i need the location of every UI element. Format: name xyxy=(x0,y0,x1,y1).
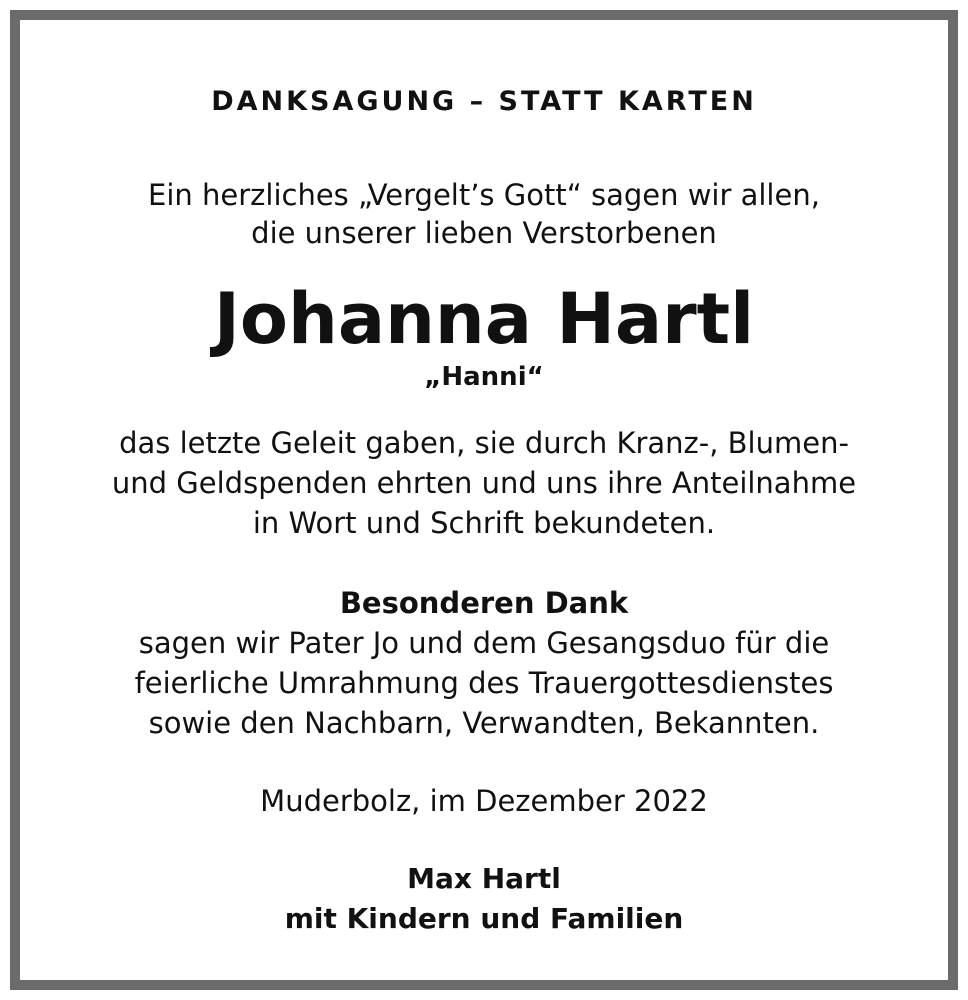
signature-name: Max Hartl xyxy=(407,862,561,895)
special-line-2: feierliche Umrahmung des Trauergottesdienstes xyxy=(134,666,834,700)
thanks-line-2: und Geldspenden ehrten und uns ihre Anteilnahme xyxy=(111,466,857,500)
intro-line-1: Ein herzliches „Vergelt’s Gott“ sagen wir allen, xyxy=(148,178,820,212)
notice-header: DANKSAGUNG – STATT KARTEN xyxy=(211,86,757,117)
special-thanks-heading: Besonderen Dank xyxy=(339,586,629,620)
signature-family: mit Kindern und Familien xyxy=(284,902,684,935)
deceased-nickname: „Hanni“ xyxy=(424,362,544,392)
notice-frame xyxy=(10,10,958,990)
place-date: Muderbolz, im Dezember 2022 xyxy=(260,784,708,818)
special-line-1: sagen wir Pater Jo und dem Gesangsduo für die xyxy=(138,626,830,660)
thanks-line-3: in Wort und Schrift bekundeten. xyxy=(252,506,716,540)
intro-line-2: die unserer lieben Verstorbenen xyxy=(251,216,717,250)
thanks-line-1: das letzte Geleit gaben, sie durch Kranz-, Blumen- xyxy=(119,426,849,460)
special-line-3: sowie den Nachbarn, Verwandten, Bekannten. xyxy=(148,706,820,740)
deceased-name: Johanna Hartl xyxy=(213,278,755,360)
